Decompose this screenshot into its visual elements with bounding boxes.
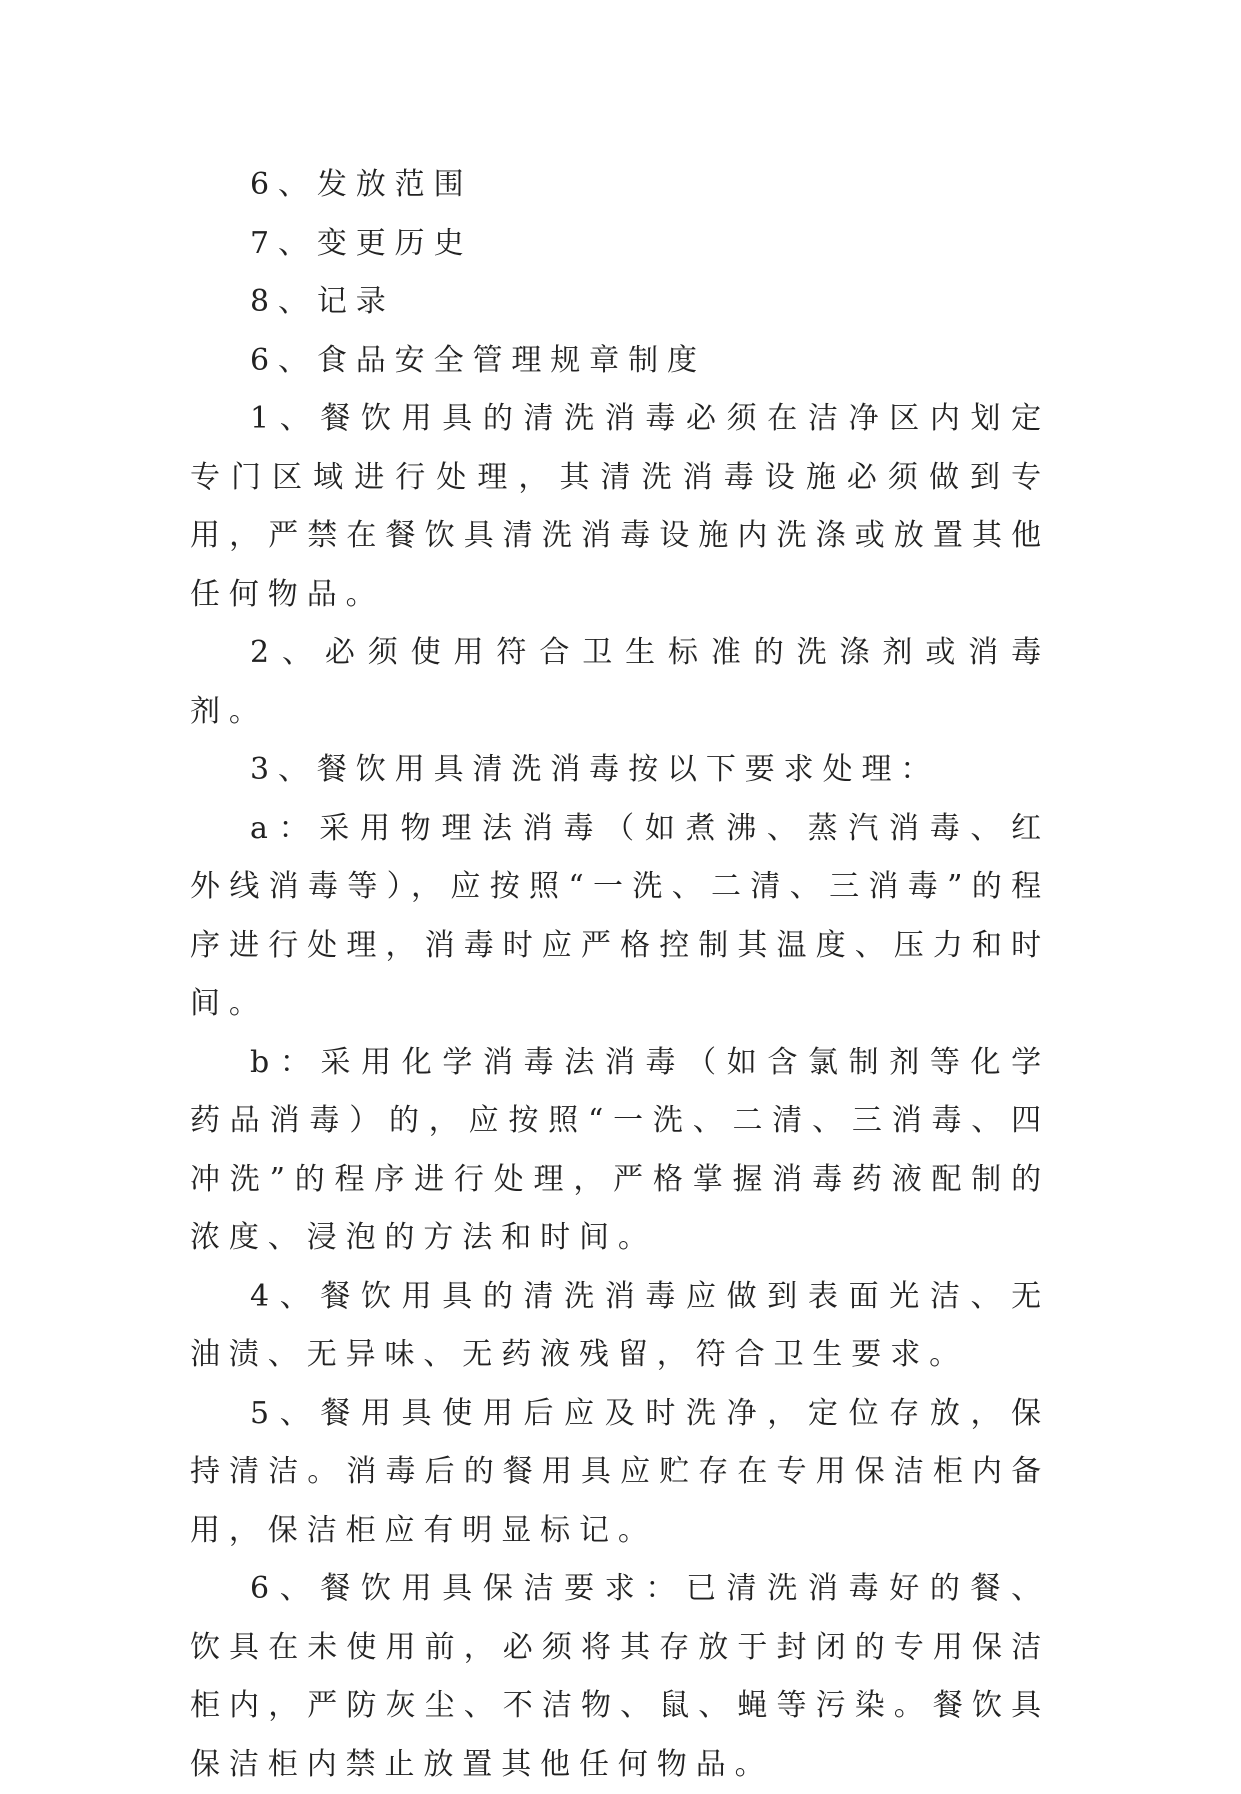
paragraph-rule-3b: b：采用化学消毒法消毒（如含氯制剂等化学药品消毒）的，应按照“一洗、二清、三消毒、四冲洗”的程序进行处理，严格掌握消毒药液配制的浓度、浸泡的方法和时间。 — [190, 1044, 1050, 1255]
paragraph-section-heading: 6、食品安全管理规章制度 — [250, 342, 706, 378]
paragraph-rule-6: 6、餐饮用具保洁要求：已清洗消毒好的餐、饮具在未使用前，必须将其存放于封闭的专用保洁柜内，严防灰尘、不洁物、鼠、蝇等污染。餐饮具保洁柜内禁止放置其他任何物品。 — [190, 1571, 1050, 1782]
paragraph-rule-5: 5、餐用具使用后应及时洗净，定位存放，保持清洁。消毒后的餐用具应贮存在专用保洁柜内备用，保洁柜应有明显标记。 — [190, 1395, 1050, 1548]
paragraph-rule-2: 2、必须使用符合卫生标准的洗涤剂或消毒剂。 — [190, 635, 1050, 729]
paragraph-rule-1: 1、餐饮用具的清洗消毒必须在洁净区内划定专门区域进行处理，其清洗消毒设施必须做到专用，严禁在餐饮具清洗消毒设施内洗涤或放置其他任何物品。 — [190, 401, 1050, 612]
paragraph-rule-3a: a：采用物理法消毒（如煮沸、蒸汽消毒、红外线消毒等），应按照“一洗、二清、三消毒”的程序进行处理，消毒时应严格控制其温度、压力和时间。 — [190, 810, 1050, 1021]
document-body — [190, 156, 1050, 1794]
paragraph-distribution-scope: 6、发放范围 — [250, 167, 473, 202]
paragraph-records: 8、记录 — [250, 284, 395, 319]
paragraph-rule-4: 4、餐饮用具的清洗消毒应做到表面光洁、无油渍、无异味、无药液残留，符合卫生要求。 — [190, 1278, 1050, 1372]
paragraph-change-history: 7、变更历史 — [250, 225, 473, 261]
paragraph-rule-3: 3、餐饮用具清洗消毒按以下要求处理： — [250, 752, 940, 787]
